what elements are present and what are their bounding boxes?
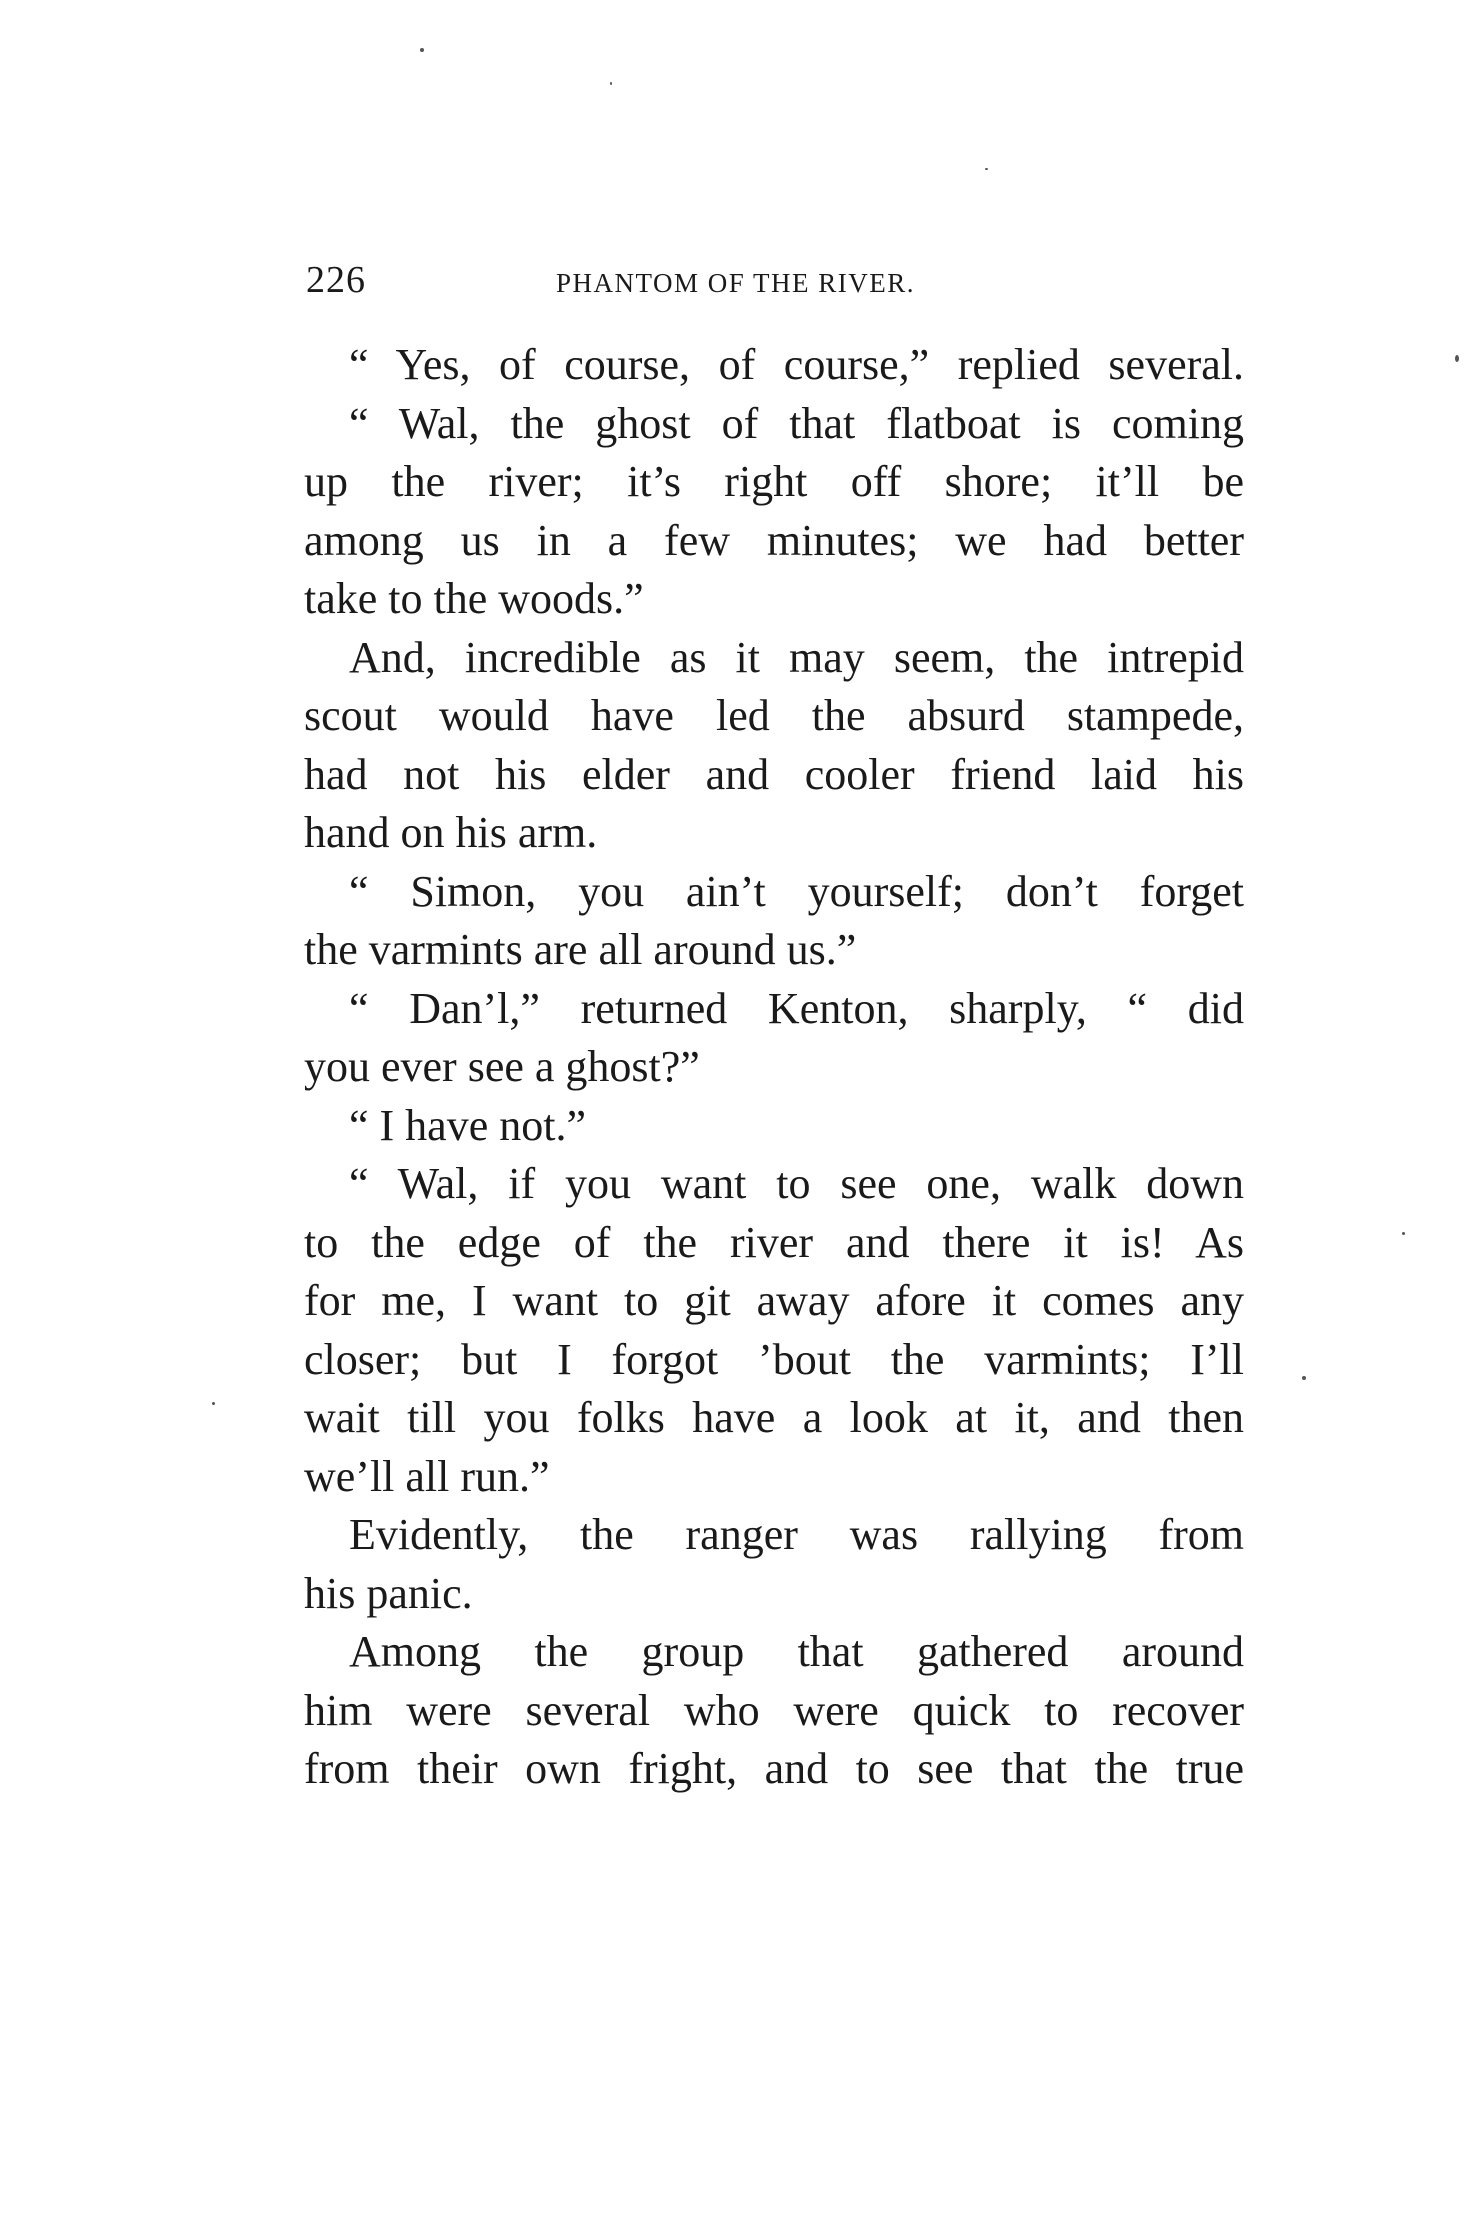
page-body-text [304,336,1244,1799]
running-title: PHANTOM OF THE RIVER. [556,268,916,298]
text-line: from their own fright, and to see that the true [304,1744,1244,1793]
text-line: “ Yes, of course, of course,” replied several. [349,340,1244,389]
text-line: had not his elder and cooler friend laid his [304,749,1244,799]
text-line: “ Dan’l,” returned Kenton, sharply, “ did [349,983,1244,1033]
text-line: “ Wal, if you want to see one, walk down [349,1159,1244,1208]
text-line: Evidently, the ranger was rallying from [349,1510,1244,1559]
text-line: among us in a few minutes; we had better [304,515,1244,565]
text-line: closer; but I forgot ’bout the varmints; I’ll [304,1334,1244,1384]
text-line: “ Wal, the ghost of that flatboat is coming [349,398,1244,448]
text-line: take to the woods.” [304,574,644,623]
text-line: for me, I want to git away afore it comes any [304,1276,1244,1325]
text-line: hand on his arm. [304,808,598,857]
page-header [306,258,1246,308]
page-number: 226 [306,259,366,301]
text-line: And, incredible as it may seem, the intrepid [349,632,1244,682]
text-line: “ I have not.” [349,1100,586,1150]
text-line: wait till you folks have a look at it, and then [304,1393,1244,1442]
text-line: “ Simon, you ain’t yourself; don’t forget [349,866,1244,916]
text-line: his panic. [304,1568,473,1618]
text-line: we’ll all run.” [304,1451,550,1501]
text-line: Among the group that gathered around [349,1627,1244,1676]
text-line: scout would have led the absurd stampede, [304,691,1244,740]
text-line: the varmints are all around us.” [304,925,857,974]
text-line: him were several who were quick to recover [304,1685,1244,1735]
text-line: up the river; it’s right off shore; it’ll be [304,457,1244,506]
text-line: you ever see a ghost?” [304,1042,700,1091]
text-line: to the edge of the river and there it is! As [304,1217,1244,1267]
